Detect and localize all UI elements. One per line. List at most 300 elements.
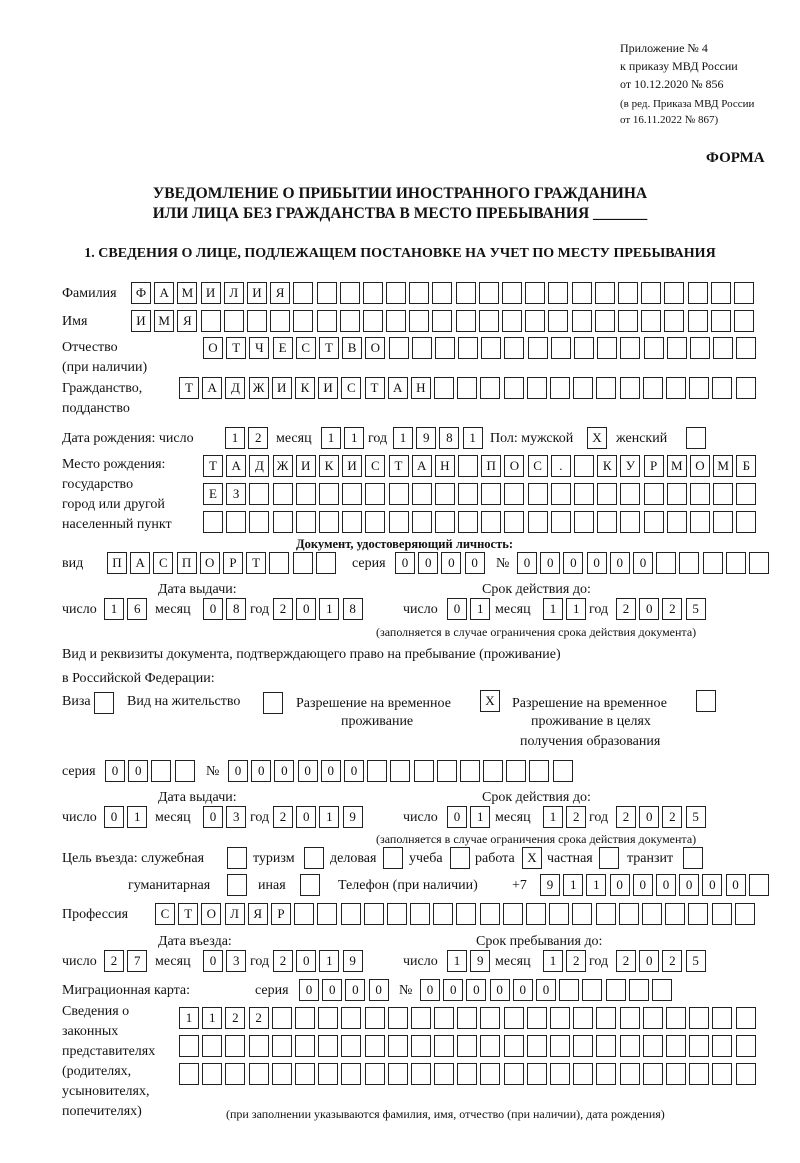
char-cell[interactable]: 0 (633, 552, 653, 574)
char-cell[interactable] (203, 511, 223, 533)
char-cell[interactable]: И (342, 455, 362, 477)
char-cell[interactable]: 1 (447, 950, 467, 972)
char-cell[interactable]: Т (365, 377, 385, 399)
char-cell[interactable]: 0 (702, 874, 722, 896)
char-cell[interactable] (666, 1063, 686, 1085)
char-cell[interactable]: 1 (127, 806, 147, 828)
char-cell[interactable] (712, 1035, 732, 1057)
char-cell[interactable] (386, 282, 406, 304)
char-cell[interactable]: 1 (321, 427, 341, 449)
char-cell[interactable]: 0 (447, 598, 467, 620)
permit-issue-day[interactable] (104, 806, 150, 828)
char-cell[interactable] (504, 1007, 524, 1029)
char-cell[interactable] (409, 282, 429, 304)
char-cell[interactable]: 1 (470, 806, 490, 828)
char-cell[interactable]: 0 (443, 979, 463, 1001)
char-cell[interactable] (528, 511, 548, 533)
char-cell[interactable] (294, 903, 314, 925)
char-cell[interactable] (341, 903, 361, 925)
char-cell[interactable] (525, 310, 545, 332)
char-cell[interactable] (458, 455, 478, 477)
char-cell[interactable] (409, 310, 429, 332)
char-cell[interactable] (293, 552, 313, 574)
char-cell[interactable]: 0 (274, 760, 294, 782)
char-cell[interactable] (296, 483, 316, 505)
char-cell[interactable]: 0 (639, 806, 659, 828)
char-cell[interactable] (679, 552, 699, 574)
char-cell[interactable]: X (587, 427, 607, 449)
permit-series-field[interactable] (105, 760, 198, 782)
purpose-work-checkbox[interactable] (522, 847, 545, 869)
char-cell[interactable] (712, 1007, 732, 1029)
char-cell[interactable] (597, 511, 617, 533)
char-cell[interactable] (641, 282, 661, 304)
char-cell[interactable]: 0 (656, 874, 676, 896)
char-cell[interactable] (504, 1063, 524, 1085)
char-cell[interactable] (458, 511, 478, 533)
char-cell[interactable] (712, 903, 732, 925)
char-cell[interactable]: О (690, 455, 710, 477)
char-cell[interactable] (619, 903, 639, 925)
char-cell[interactable]: 1 (104, 598, 124, 620)
char-cell[interactable] (435, 337, 455, 359)
char-cell[interactable] (480, 377, 500, 399)
char-cell[interactable] (711, 310, 731, 332)
char-cell[interactable] (296, 511, 316, 533)
char-cell[interactable] (227, 874, 247, 896)
char-cell[interactable] (528, 337, 548, 359)
char-cell[interactable]: 0 (517, 552, 537, 574)
char-cell[interactable]: А (226, 455, 246, 477)
char-cell[interactable] (667, 511, 687, 533)
char-cell[interactable] (736, 1035, 756, 1057)
char-cell[interactable] (387, 903, 407, 925)
char-cell[interactable]: П (481, 455, 501, 477)
char-cell[interactable] (599, 847, 619, 869)
char-cell[interactable]: 8 (343, 598, 363, 620)
char-cell[interactable] (388, 1035, 408, 1057)
birth-day-field[interactable] (225, 427, 271, 449)
char-cell[interactable] (390, 760, 410, 782)
char-cell[interactable] (434, 377, 454, 399)
char-cell[interactable] (412, 483, 432, 505)
doc-issue-month[interactable] (203, 598, 249, 620)
char-cell[interactable] (549, 903, 569, 925)
char-cell[interactable] (432, 282, 452, 304)
legal-reps-field[interactable] (179, 1035, 759, 1057)
char-cell[interactable] (749, 552, 769, 574)
char-cell[interactable]: 1 (225, 427, 245, 449)
char-cell[interactable] (652, 979, 672, 1001)
char-cell[interactable] (317, 310, 337, 332)
char-cell[interactable] (434, 1063, 454, 1085)
char-cell[interactable]: И (318, 377, 338, 399)
char-cell[interactable] (179, 1063, 199, 1085)
char-cell[interactable] (712, 1063, 732, 1085)
char-cell[interactable]: 0 (563, 552, 583, 574)
char-cell[interactable] (573, 377, 593, 399)
char-cell[interactable] (527, 1063, 547, 1085)
char-cell[interactable] (688, 282, 708, 304)
char-cell[interactable]: 1 (344, 427, 364, 449)
char-cell[interactable] (713, 483, 733, 505)
char-cell[interactable] (696, 690, 716, 712)
char-cell[interactable] (596, 1035, 616, 1057)
char-cell[interactable]: Т (319, 337, 339, 359)
char-cell[interactable] (388, 1007, 408, 1029)
char-cell[interactable]: 9 (470, 950, 490, 972)
migration-number-field[interactable] (420, 979, 675, 1001)
char-cell[interactable]: Ж (249, 377, 269, 399)
char-cell[interactable]: Т (226, 337, 246, 359)
purpose-tourism-checkbox[interactable] (304, 847, 327, 869)
char-cell[interactable]: Д (249, 455, 269, 477)
stay-month[interactable] (543, 950, 589, 972)
char-cell[interactable]: 0 (369, 979, 389, 1001)
purpose-other-checkbox[interactable] (300, 874, 323, 896)
char-cell[interactable]: Я (177, 310, 197, 332)
char-cell[interactable]: М (713, 455, 733, 477)
char-cell[interactable]: 2 (616, 806, 636, 828)
char-cell[interactable]: П (107, 552, 127, 574)
char-cell[interactable] (480, 1035, 500, 1057)
char-cell[interactable]: 2 (566, 950, 586, 972)
char-cell[interactable] (596, 377, 616, 399)
char-cell[interactable] (606, 979, 626, 1001)
sex-female-checkbox[interactable] (686, 427, 709, 449)
char-cell[interactable] (363, 310, 383, 332)
char-cell[interactable] (263, 692, 283, 714)
char-cell[interactable]: С (153, 552, 173, 574)
char-cell[interactable]: X (522, 847, 542, 869)
char-cell[interactable] (620, 1035, 640, 1057)
permit-number-field[interactable] (228, 760, 576, 782)
char-cell[interactable] (664, 310, 684, 332)
char-cell[interactable] (689, 1063, 709, 1085)
char-cell[interactable] (734, 310, 754, 332)
char-cell[interactable] (572, 310, 592, 332)
char-cell[interactable] (712, 377, 732, 399)
char-cell[interactable] (483, 760, 503, 782)
char-cell[interactable] (412, 511, 432, 533)
char-cell[interactable]: 1 (319, 598, 339, 620)
char-cell[interactable]: 5 (686, 806, 706, 828)
char-cell[interactable] (690, 483, 710, 505)
char-cell[interactable]: 0 (610, 552, 630, 574)
char-cell[interactable] (553, 760, 573, 782)
doc-issue-year[interactable] (273, 598, 366, 620)
char-cell[interactable] (365, 1035, 385, 1057)
char-cell[interactable]: 2 (566, 806, 586, 828)
char-cell[interactable] (363, 282, 383, 304)
char-cell[interactable] (620, 337, 640, 359)
doc-valid-month[interactable] (543, 598, 589, 620)
char-cell[interactable] (367, 760, 387, 782)
char-cell[interactable] (318, 1007, 338, 1029)
char-cell[interactable] (574, 511, 594, 533)
char-cell[interactable] (273, 511, 293, 533)
char-cell[interactable]: Т (179, 377, 199, 399)
purpose-study-checkbox[interactable] (450, 847, 473, 869)
char-cell[interactable] (689, 377, 709, 399)
permit-issue-year[interactable] (273, 806, 366, 828)
char-cell[interactable] (503, 903, 523, 925)
char-cell[interactable] (734, 282, 754, 304)
char-cell[interactable]: М (177, 282, 197, 304)
char-cell[interactable] (643, 1063, 663, 1085)
char-cell[interactable] (318, 1035, 338, 1057)
char-cell[interactable] (620, 511, 640, 533)
char-cell[interactable]: Т (178, 903, 198, 925)
char-cell[interactable] (460, 760, 480, 782)
char-cell[interactable] (437, 760, 457, 782)
char-cell[interactable]: 1 (543, 598, 563, 620)
char-cell[interactable] (504, 337, 524, 359)
char-cell[interactable]: 0 (395, 552, 415, 574)
char-cell[interactable] (643, 377, 663, 399)
char-cell[interactable] (735, 903, 755, 925)
char-cell[interactable]: 8 (226, 598, 246, 620)
char-cell[interactable]: И (131, 310, 151, 332)
purpose-official-checkbox[interactable] (227, 847, 250, 869)
sex-male-checkbox[interactable] (587, 427, 610, 449)
char-cell[interactable] (247, 310, 267, 332)
char-cell[interactable]: 2 (249, 1007, 269, 1029)
char-cell[interactable]: М (154, 310, 174, 332)
char-cell[interactable] (272, 1063, 292, 1085)
entry-month[interactable] (203, 950, 249, 972)
char-cell[interactable] (224, 310, 244, 332)
char-cell[interactable] (179, 1035, 199, 1057)
char-cell[interactable]: 0 (420, 979, 440, 1001)
doc-kind-field[interactable] (107, 552, 339, 574)
char-cell[interactable]: 0 (447, 806, 467, 828)
char-cell[interactable] (736, 337, 756, 359)
char-cell[interactable]: Л (224, 282, 244, 304)
purpose-transit-checkbox[interactable] (683, 847, 706, 869)
char-cell[interactable]: М (667, 455, 687, 477)
char-cell[interactable] (300, 874, 320, 896)
char-cell[interactable]: 1 (319, 950, 339, 972)
char-cell[interactable] (435, 511, 455, 533)
char-cell[interactable] (226, 511, 246, 533)
char-cell[interactable] (388, 1063, 408, 1085)
stay-day[interactable] (447, 950, 493, 972)
citizenship-field[interactable] (179, 377, 759, 399)
char-cell[interactable]: 1 (586, 874, 606, 896)
char-cell[interactable] (574, 455, 594, 477)
profession-field[interactable] (155, 903, 758, 925)
char-cell[interactable]: Н (411, 377, 431, 399)
char-cell[interactable] (629, 979, 649, 1001)
char-cell[interactable] (620, 377, 640, 399)
legal-reps-field[interactable] (179, 1063, 759, 1085)
char-cell[interactable]: 0 (105, 760, 125, 782)
char-cell[interactable]: 1 (393, 427, 413, 449)
char-cell[interactable]: 1 (543, 806, 563, 828)
char-cell[interactable] (295, 1007, 315, 1029)
char-cell[interactable]: Я (270, 282, 290, 304)
char-cell[interactable] (551, 337, 571, 359)
char-cell[interactable] (644, 511, 664, 533)
char-cell[interactable] (504, 1035, 524, 1057)
permit-valid-month[interactable] (543, 806, 589, 828)
char-cell[interactable]: 0 (296, 806, 316, 828)
char-cell[interactable] (596, 1007, 616, 1029)
char-cell[interactable] (341, 1063, 361, 1085)
char-cell[interactable]: 7 (127, 950, 147, 972)
char-cell[interactable] (573, 1007, 593, 1029)
char-cell[interactable] (597, 337, 617, 359)
char-cell[interactable] (548, 310, 568, 332)
char-cell[interactable]: 0 (296, 598, 316, 620)
char-cell[interactable] (686, 427, 706, 449)
char-cell[interactable] (270, 310, 290, 332)
char-cell[interactable] (525, 282, 545, 304)
char-cell[interactable] (481, 337, 501, 359)
char-cell[interactable]: . (551, 455, 571, 477)
char-cell[interactable] (683, 847, 703, 869)
char-cell[interactable] (713, 511, 733, 533)
char-cell[interactable]: 0 (490, 979, 510, 1001)
char-cell[interactable]: 2 (662, 950, 682, 972)
permit-issue-month[interactable] (203, 806, 249, 828)
char-cell[interactable] (342, 483, 362, 505)
char-cell[interactable]: Р (644, 455, 664, 477)
char-cell[interactable] (317, 282, 337, 304)
char-cell[interactable] (479, 310, 499, 332)
char-cell[interactable]: 0 (513, 979, 533, 1001)
char-cell[interactable] (574, 483, 594, 505)
char-cell[interactable] (666, 1035, 686, 1057)
char-cell[interactable]: 1 (566, 598, 586, 620)
phone-field[interactable] (540, 874, 772, 896)
char-cell[interactable]: Б (736, 455, 756, 477)
char-cell[interactable]: Е (273, 337, 293, 359)
birth-month-field[interactable] (321, 427, 367, 449)
char-cell[interactable] (527, 1035, 547, 1057)
char-cell[interactable] (736, 511, 756, 533)
char-cell[interactable] (690, 337, 710, 359)
doc-number-field[interactable] (517, 552, 772, 574)
char-cell[interactable] (526, 903, 546, 925)
char-cell[interactable] (412, 337, 432, 359)
char-cell[interactable] (435, 483, 455, 505)
char-cell[interactable] (202, 1063, 222, 1085)
char-cell[interactable]: 5 (686, 598, 706, 620)
char-cell[interactable] (711, 282, 731, 304)
char-cell[interactable] (272, 1035, 292, 1057)
char-cell[interactable] (365, 511, 385, 533)
char-cell[interactable] (480, 1063, 500, 1085)
char-cell[interactable] (504, 511, 524, 533)
char-cell[interactable] (559, 979, 579, 1001)
char-cell[interactable] (736, 483, 756, 505)
doc-issue-day[interactable] (104, 598, 150, 620)
name-field[interactable] (131, 310, 757, 332)
char-cell[interactable] (433, 903, 453, 925)
char-cell[interactable] (641, 310, 661, 332)
birth-place-field[interactable] (203, 511, 760, 533)
char-cell[interactable] (432, 310, 452, 332)
char-cell[interactable] (550, 1063, 570, 1085)
char-cell[interactable]: Р (271, 903, 291, 925)
char-cell[interactable]: 2 (273, 806, 293, 828)
char-cell[interactable]: Е (203, 483, 223, 505)
char-cell[interactable] (411, 1063, 431, 1085)
char-cell[interactable]: 0 (726, 874, 746, 896)
char-cell[interactable] (550, 1035, 570, 1057)
char-cell[interactable]: О (365, 337, 385, 359)
char-cell[interactable] (457, 1007, 477, 1029)
char-cell[interactable] (736, 1007, 756, 1029)
migration-series-field[interactable] (299, 979, 392, 1001)
char-cell[interactable] (480, 1007, 500, 1029)
char-cell[interactable] (642, 903, 662, 925)
char-cell[interactable]: 0 (104, 806, 124, 828)
char-cell[interactable]: 2 (616, 950, 636, 972)
char-cell[interactable]: О (504, 455, 524, 477)
char-cell[interactable]: 0 (418, 552, 438, 574)
char-cell[interactable] (643, 1035, 663, 1057)
char-cell[interactable]: К (319, 455, 339, 477)
char-cell[interactable]: 9 (540, 874, 560, 896)
char-cell[interactable]: О (200, 552, 220, 574)
temp-residence-checkbox[interactable] (480, 690, 503, 712)
char-cell[interactable] (365, 1007, 385, 1029)
char-cell[interactable] (620, 483, 640, 505)
char-cell[interactable]: А (202, 377, 222, 399)
char-cell[interactable]: 9 (343, 806, 363, 828)
char-cell[interactable] (410, 903, 430, 925)
char-cell[interactable]: 0 (610, 874, 630, 896)
char-cell[interactable] (319, 483, 339, 505)
char-cell[interactable] (457, 1063, 477, 1085)
char-cell[interactable]: 0 (344, 760, 364, 782)
char-cell[interactable] (713, 337, 733, 359)
char-cell[interactable] (317, 903, 337, 925)
char-cell[interactable] (456, 282, 476, 304)
char-cell[interactable] (481, 483, 501, 505)
char-cell[interactable] (201, 310, 221, 332)
char-cell[interactable] (386, 310, 406, 332)
char-cell[interactable] (458, 337, 478, 359)
char-cell[interactable] (434, 1007, 454, 1029)
char-cell[interactable] (365, 1063, 385, 1085)
char-cell[interactable]: 0 (203, 598, 223, 620)
birth-year-field[interactable] (393, 427, 486, 449)
char-cell[interactable]: С (155, 903, 175, 925)
char-cell[interactable]: П (177, 552, 197, 574)
char-cell[interactable] (269, 552, 289, 574)
char-cell[interactable] (528, 483, 548, 505)
char-cell[interactable] (293, 310, 313, 332)
char-cell[interactable] (597, 483, 617, 505)
char-cell[interactable] (689, 1007, 709, 1029)
permit-valid-year[interactable] (616, 806, 709, 828)
char-cell[interactable]: 0 (465, 552, 485, 574)
char-cell[interactable] (341, 1007, 361, 1029)
char-cell[interactable]: С (528, 455, 548, 477)
char-cell[interactable] (434, 1035, 454, 1057)
char-cell[interactable] (411, 1035, 431, 1057)
char-cell[interactable]: О (203, 337, 223, 359)
char-cell[interactable]: 0 (536, 979, 556, 1001)
char-cell[interactable] (225, 1035, 245, 1057)
birth-place-field[interactable] (203, 455, 760, 477)
char-cell[interactable]: И (272, 377, 292, 399)
entry-day[interactable] (104, 950, 150, 972)
